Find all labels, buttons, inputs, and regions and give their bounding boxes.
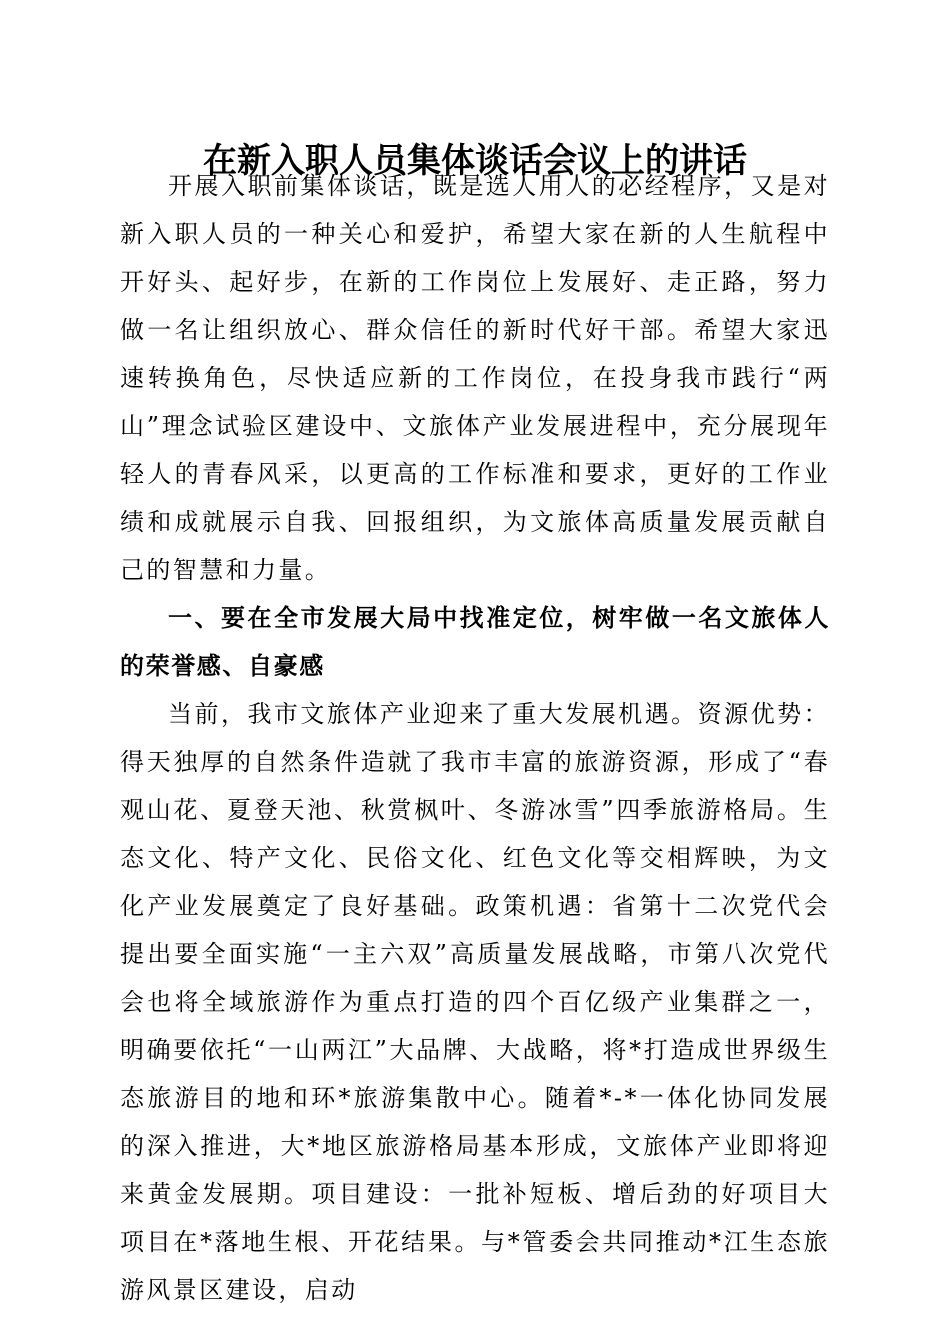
paragraph-intro: 开展入职前集体谈话，既是选人用人的必经程序，又是对新入职人员的一种关心和爱护，希望大家在新的人生航程中开好头、起好步，在新的工作岗位上发展好、走正路，努力做一名让组织放心、群众信任的新时代好干部。希望大家迅速转换角色，尽快适应新的工作岗位，在投身我市践行“两山”理念试验区建设中、文旅体产业发展进程中，充分展现年轻人的青春风采，以更高的工作标准和要求，更好的工作业绩和成就展示自我、回报组织，为文旅体高质量发展贡献自己的智慧和力量。: [120, 172, 830, 584]
paragraph-section-1: 当前，我市文旅体产业迎来了重大发展机遇。资源优势：得天独厚的自然条件造就了我市丰富的旅游资源，形成了“春观山花、夏登天池、秋赏枫叶、冬游冰雪”四季旅游格局。生态文化、特产文化、民俗文化、红色文化等交相辉映，为文化产业发展奠定了良好基础。政策机遇：省第十二次党代会提出要全面实施“一主六双”高质量发展战略，市第八次党代会也将全域旅游作为重点打造的四个百亿级产业集群之一，明确要依托“一山两江”大品牌、大战略，将*打造成世界级生态旅游目的地和环*旅游集散中心。随着*-*一体化协同发展的深入推进，大*地区旅游格局基本形成，文旅体产业即将迎来黄金发展期。项目建设：一批补短板、增后劲的好项目大项目在*落地生根、开花结果。与*管委会共同推动*江生态旅游风景区建设，启动: [120, 700, 830, 1304]
section-heading-1: 一、要在全市发展大局中找准定位，树牢做一名文旅体人的荣誉感、自豪感: [120, 604, 830, 680]
document-body: [120, 162, 830, 1314]
document-title: 在新入职人员集体谈话会议上的讲话: [203, 141, 747, 181]
